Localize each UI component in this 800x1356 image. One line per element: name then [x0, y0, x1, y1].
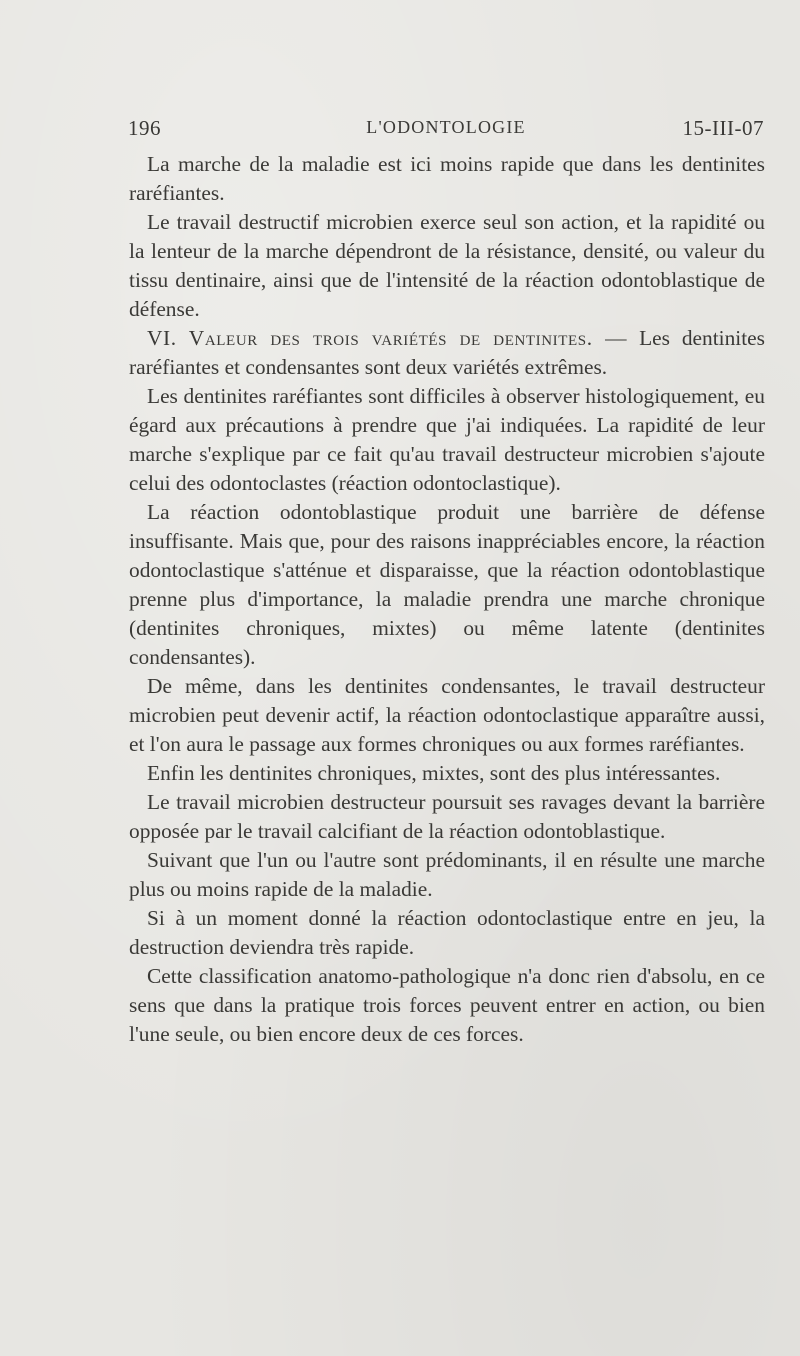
issue-date: 15-III-07: [682, 116, 764, 140]
paragraph: Si à un moment donné la réaction odontoclastique entre en jeu, la destruction deviendra très rapide.: [129, 906, 765, 959]
section-heading: VI. Valeur des trois variétés de dentinites. —: [147, 326, 628, 350]
body-text: [129, 150, 765, 1049]
paragraph: La réaction odontoblastique produit une barrière de défense insuffisante. Mais que, pour des raisons inappréciables encore, la réaction odontoclastique s'atténue et disparaisse, que la réaction odontoblastique prenne plus d'importance, la maladie prendra une marche chronique (dentinites chroniques, mixtes) ou même latente (dentinites condensantes).: [129, 500, 765, 669]
running-header: [128, 116, 764, 144]
paragraph: La marche de la maladie est ici moins rapide que dans les dentinites raréfiantes.: [129, 152, 765, 205]
paragraph: Suivant que l'un ou l'autre sont prédominants, il en résulte une marche plus ou moins rapide de la maladie.: [129, 848, 765, 901]
paragraph: Cette classification anatomo-pathologique n'a donc rien d'absolu, en ce sens que dans la pratique trois forces peuvent entrer en action, ou bien l'une seule, ou bien encore deux de ces forces.: [129, 964, 765, 1046]
section-text: Les dentinites raréfiantes et condensantes sont deux variétés extrêmes.: [129, 326, 765, 379]
section-paragraph: [129, 324, 765, 382]
paragraph: Le travail destructif microbien exerce seul son action, et la rapidité ou la lenteur de la marche dépendront de la résistance, densité, ou valeur du tissu dentinaire, ainsi que de l'intensité de la réaction odontoblastique de défense.: [129, 210, 765, 321]
paragraph: Enfin les dentinites chroniques, mixtes, sont des plus intéressantes.: [147, 761, 721, 785]
paragraph: Le travail microbien destructeur poursuit ses ravages devant la barrière opposée par le travail calcifiant de la réaction odontoblastique.: [129, 790, 765, 843]
running-title: L'ODONTOLOGIE: [366, 117, 526, 137]
paragraph: Les dentinites raréfiantes sont difficiles à observer histologiquement, eu égard aux précautions à prendre que j'ai indiquées. La rapidité de leur marche s'explique par ce fait qu'au travail destructeur microbien s'ajoute celui des odontoclastes (réaction odontoclastique).: [129, 384, 765, 495]
paragraph: De même, dans les dentinites condensantes, le travail destructeur microbien peut devenir actif, la réaction odontoclastique apparaître aussi, et l'on aura le passage aux formes chroniques ou aux formes raréfiantes.: [129, 674, 765, 756]
page-number: 196: [128, 116, 161, 140]
